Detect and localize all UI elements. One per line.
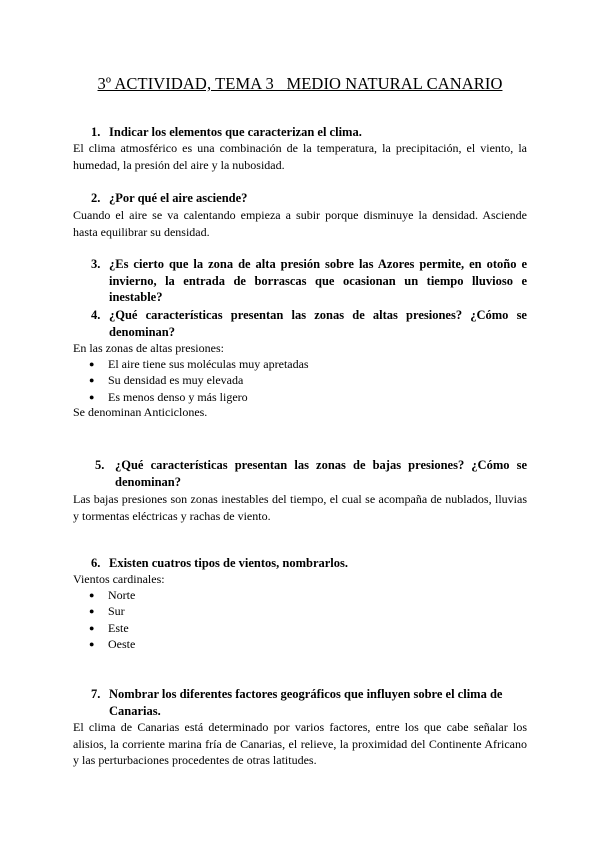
question-5-number: 5. (95, 458, 105, 472)
list-item: ● Es menos denso y más ligero (89, 389, 309, 405)
question-1-number: 1. (91, 125, 101, 139)
question-2-text: ¿Por qué el aire asciende? (109, 191, 248, 205)
question-6 (91, 555, 527, 572)
question-7-text: Nombrar los diferentes factores geográficos que influyen sobre el clima de Canarias. (109, 687, 503, 718)
question-1-text: Indicar los elementos que caracterizan el clima. (109, 125, 362, 139)
answer-1: El clima atmosférico es una combinación de la temperatura, la precipitación, el viento, la humedad, la presión del aire y la nubosidad. (73, 141, 527, 172)
question-2 (91, 190, 527, 207)
question-4 (91, 307, 527, 340)
answer-5: Las bajas presiones son zonas inestables del tiempo, el cual se acompaña de nublados, lluvias y tormentas eléctricas y rachas de viento. (73, 492, 527, 523)
question-7 (91, 686, 527, 719)
answer-6-intro: Vientos cardinales: (73, 572, 165, 586)
answer-4-list (89, 356, 309, 405)
answer-6-list (89, 587, 135, 653)
question-4-number: 4. (91, 308, 101, 322)
question-5-text: ¿Qué características presentan las zonas de bajas presiones? ¿Cómo se denominan? (115, 458, 527, 489)
question-3-text: ¿Es cierto que la zona de alta presión sobre las Azores permite, en otoño e invierno, la entrada de borrascas que ocasionan un tiempo lluvioso e inestable? (109, 257, 527, 304)
answer-2: Cuando el aire se va calentando empieza a subir porque disminuye la densidad. Asciende hasta equilibrar su densidad. (73, 208, 527, 239)
list-item: ● Su densidad es muy elevada (89, 372, 309, 388)
answer-4-intro: En las zonas de altas presiones: (73, 341, 224, 355)
question-1 (91, 124, 527, 141)
question-2-number: 2. (91, 191, 101, 205)
list-item: ● Este (89, 620, 135, 636)
question-7-number: 7. (91, 687, 101, 701)
question-6-text: Existen cuatros tipos de vientos, nombrarlos. (109, 556, 349, 570)
question-3 (91, 256, 527, 306)
question-3-number: 3. (91, 257, 101, 271)
answer-4-closing: Se denominan Anticiclones. (73, 405, 208, 419)
list-item: ● Norte (89, 587, 135, 603)
document-title: 3º ACTIVIDAD, TEMA 3_ MEDIO NATURAL CANARIO (97, 74, 503, 93)
list-item: ● Sur (89, 603, 135, 619)
question-5 (91, 457, 527, 490)
list-item: ● Oeste (89, 636, 135, 652)
answer-7: El clima de Canarias está determinado por varios factores, entre los que cabe señalar los alisios, la corriente marina fría de Canarias, el relieve, la proximidad del Continente Africano y las perturbaciones procedentes de otras latitudes. (73, 720, 527, 767)
list-item: ● El aire tiene sus moléculas muy apretadas (89, 356, 309, 372)
question-6-number: 6. (91, 556, 101, 570)
question-4-text: ¿Qué características presentan las zonas de altas presiones? ¿Cómo se denominan? (109, 308, 527, 339)
